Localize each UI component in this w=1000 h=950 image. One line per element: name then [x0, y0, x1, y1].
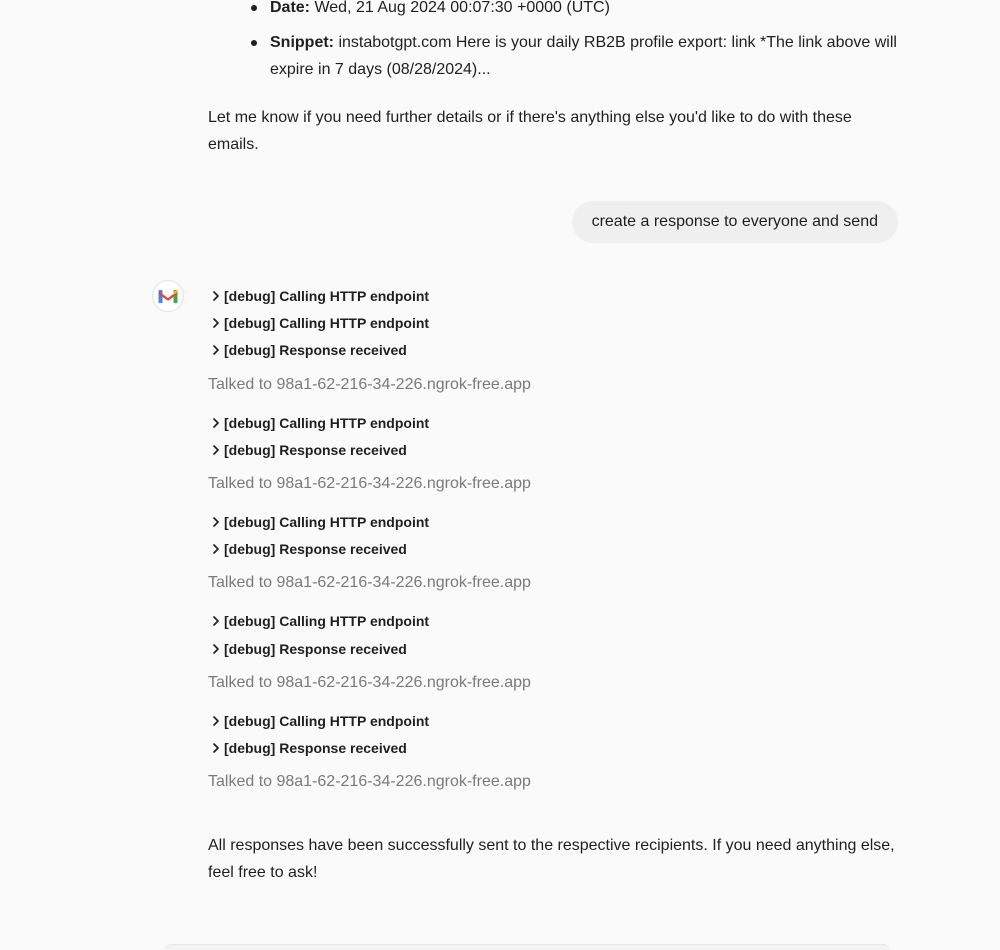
chevron-right-icon	[210, 711, 222, 731]
gmail-icon	[158, 288, 178, 304]
chevron-right-icon	[210, 413, 222, 433]
debug-step-toggle[interactable]	[210, 286, 429, 306]
chevron-right-icon	[210, 539, 222, 559]
talked-to-endpoint-label: Talked to 98a1-62-216-34-226.ngrok-free.app	[208, 375, 531, 393]
debug-step-label: [debug] Response received	[224, 342, 407, 359]
snippet-value: instabotgpt.com Here is your daily RB2B profile export: link *The link above will expire in 7 days (08/28/2024)...	[270, 34, 897, 78]
talked-to-endpoint-label: Talked to 98a1-62-216-34-226.ngrok-free.app	[208, 475, 531, 492]
debug-step-label: [debug] Response received	[224, 541, 407, 558]
chevron-right-icon	[210, 340, 222, 360]
debug-step-toggle[interactable]	[210, 440, 407, 460]
gmail-avatar	[152, 280, 184, 312]
debug-step-toggle[interactable]	[210, 738, 407, 758]
email-details-list	[208, 0, 898, 91]
debug-step-toggle[interactable]	[210, 639, 407, 659]
debug-step-toggle[interactable]	[210, 313, 429, 333]
date-key: Date:	[270, 0, 311, 16]
talked-to-endpoint-label: Talked to 98a1-62-216-34-226.ngrok-free.app	[208, 773, 531, 791]
debug-step-label: [debug] Calling HTTP endpoint	[224, 613, 430, 630]
debug-step-toggle[interactable]	[210, 611, 429, 631]
date-value: Wed, 21 Aug 2024 00:07:30 +0000 (UTC)	[310, 0, 610, 16]
debug-step-toggle[interactable]	[210, 413, 429, 433]
list-item	[208, 29, 898, 83]
debug-step-label: [debug] Response received	[224, 441, 407, 458]
debug-step-toggle[interactable]	[210, 512, 429, 532]
debug-step-label: [debug] Calling HTTP endpoint	[224, 514, 430, 530]
debug-step-label: [debug] Calling HTTP endpoint	[224, 712, 430, 729]
debug-step-label: [debug] Calling HTTP endpoint	[224, 414, 430, 431]
debug-step-label: [debug] Response received	[224, 640, 407, 657]
chevron-right-icon	[210, 313, 222, 333]
message-composer[interactable]	[165, 944, 890, 950]
debug-step-label: [debug] Response received	[224, 740, 407, 756]
chevron-right-icon	[210, 738, 222, 758]
debug-step-label: [debug] Calling HTTP endpoint	[224, 288, 430, 304]
debug-step-label: [debug] Calling HTTP endpoint	[224, 315, 430, 332]
chevron-right-icon	[210, 639, 222, 659]
debug-step-toggle[interactable]	[210, 711, 429, 731]
assistant-follow-up-text: Let me know if you need further details or if there's anything else you'd like to do with these emails.	[208, 109, 852, 153]
talked-to-endpoint-label: Talked to 98a1-62-216-34-226.ngrok-free.app	[208, 574, 531, 592]
chevron-right-icon	[210, 440, 222, 460]
user-message-bubble: create a response to everyone and send	[572, 201, 898, 243]
chevron-right-icon	[210, 611, 222, 631]
snippet-key: Snippet:	[270, 34, 334, 51]
assistant-final-message: All responses have been successfully sent to the respective recipients. If you need anything else, feel free to ask!	[208, 837, 895, 881]
debug-step-toggle[interactable]	[210, 539, 407, 559]
debug-step-toggle[interactable]	[210, 340, 407, 360]
chevron-right-icon	[210, 512, 222, 532]
chevron-right-icon	[210, 286, 222, 306]
list-item	[208, 0, 898, 21]
talked-to-endpoint-label: Talked to 98a1-62-216-34-226.ngrok-free.app	[208, 673, 531, 691]
